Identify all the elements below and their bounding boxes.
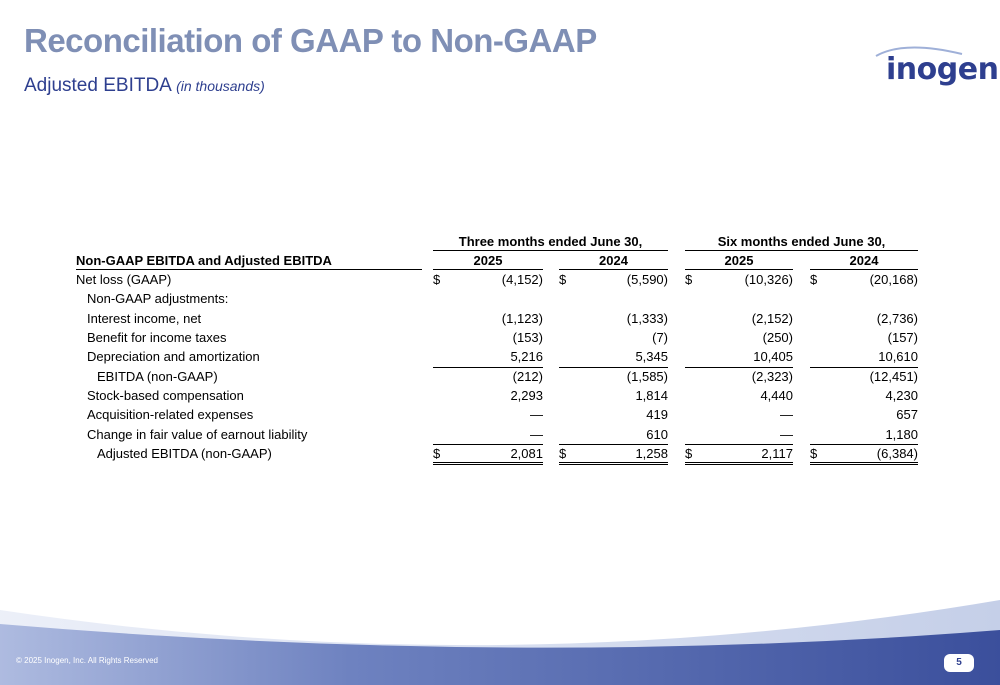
- subtotal-rule: [559, 367, 668, 368]
- subtotal-rule: [810, 367, 918, 368]
- cell-value: 5,216: [510, 349, 543, 364]
- copyright-text: © 2025 Inogen, Inc. All Rights Reserved: [16, 656, 158, 665]
- column-group-underline: [685, 250, 918, 251]
- row-label: Stock-based compensation: [87, 388, 244, 403]
- total-double-rule-bottom: [433, 464, 543, 465]
- cell-value: —: [780, 427, 793, 442]
- subtotal-rule: [433, 367, 543, 368]
- total-double-rule-top: [559, 462, 668, 463]
- total-double-rule-top: [433, 462, 543, 463]
- cell-value: 10,610: [878, 349, 918, 364]
- currency-symbol: $: [685, 446, 693, 461]
- row-label: EBITDA (non-GAAP): [97, 369, 218, 384]
- cell-value: (2,323): [751, 369, 793, 384]
- column-year-header: 2024: [849, 253, 879, 268]
- cell-value: (20,168): [869, 272, 918, 287]
- total-rule: [810, 444, 918, 445]
- cell-value: 4,440: [760, 388, 793, 403]
- section-heading: Non-GAAP EBITDA and Adjusted EBITDA: [76, 253, 332, 268]
- cell-value: —: [780, 407, 793, 422]
- row-label: Interest income, net: [87, 311, 202, 326]
- cell-value: (1,585): [626, 369, 668, 384]
- footer-wave-band: [0, 590, 1000, 685]
- subtitle-text: Adjusted EBITDA: [24, 75, 171, 96]
- column-year-header: 2025: [724, 253, 754, 268]
- cell-value: (1,333): [626, 311, 668, 326]
- cell-value: —: [530, 407, 543, 422]
- cell-value: (2,736): [876, 311, 918, 326]
- cell-value: (2,152): [751, 311, 793, 326]
- row-label: Acquisition-related expenses: [87, 407, 254, 422]
- row-label: Non-GAAP adjustments:: [87, 291, 229, 306]
- cell-value: 1,180: [885, 427, 918, 442]
- total-double-rule-bottom: [685, 464, 793, 465]
- logo-wordmark: inogen: [886, 52, 999, 87]
- cell-value: 5,345: [635, 349, 668, 364]
- cell-value: (4,152): [501, 272, 543, 287]
- currency-symbol: $: [433, 446, 441, 461]
- currency-symbol: $: [685, 272, 693, 287]
- cell-value: 2,081: [510, 446, 543, 461]
- cell-value: (12,451): [869, 369, 918, 384]
- column-year-header: 2024: [599, 253, 628, 268]
- total-rule: [433, 444, 543, 445]
- cell-value: (212): [512, 369, 543, 384]
- currency-symbol: $: [810, 446, 818, 461]
- column-year-underline: [559, 269, 668, 270]
- column-year-underline: [810, 269, 918, 270]
- cell-value: 419: [646, 407, 668, 422]
- page-number-badge: 5: [944, 654, 974, 672]
- column-group-underline: [433, 250, 668, 251]
- currency-symbol: $: [433, 272, 441, 287]
- cell-value: 2,117: [761, 446, 793, 461]
- row-label: Adjusted EBITDA (non-GAAP): [97, 446, 272, 461]
- cell-value: (5,590): [626, 272, 668, 287]
- total-double-rule-top: [810, 462, 918, 463]
- cell-value: —: [530, 427, 543, 442]
- subtitle-note: (in thousands): [176, 78, 265, 94]
- cell-value: (153): [512, 330, 543, 345]
- currency-symbol: $: [559, 272, 567, 287]
- cell-value: (250): [762, 330, 793, 345]
- cell-value: 610: [646, 427, 668, 442]
- column-year-underline: [433, 269, 543, 270]
- row-label: Depreciation and amortization: [87, 349, 260, 364]
- cell-value: (157): [887, 330, 918, 345]
- page-title: Reconciliation of GAAP to Non-GAAP: [24, 22, 597, 59]
- total-double-rule-bottom: [559, 464, 668, 465]
- subtotal-rule: [685, 367, 793, 368]
- cell-value: 1,814: [635, 388, 668, 403]
- currency-symbol: $: [559, 446, 567, 461]
- cell-value: 10,405: [753, 349, 793, 364]
- cell-value: 657: [896, 407, 918, 422]
- section-heading-underline: [76, 269, 422, 270]
- column-group-header: Six months ended June 30,: [717, 234, 886, 249]
- total-rule: [685, 444, 793, 445]
- cell-value: 2,293: [510, 388, 543, 403]
- cell-value: (7): [652, 330, 668, 345]
- row-label: Benefit for income taxes: [87, 330, 227, 345]
- column-year-underline: [685, 269, 793, 270]
- total-double-rule-top: [685, 462, 793, 463]
- cell-value: 4,230: [885, 388, 918, 403]
- cell-value: (10,326): [744, 272, 793, 287]
- row-label: Net loss (GAAP): [76, 272, 172, 287]
- cell-value: (1,123): [501, 311, 543, 326]
- total-double-rule-bottom: [810, 464, 918, 465]
- row-label: Change in fair value of earnout liability: [87, 427, 308, 442]
- column-group-header: Three months ended June 30,: [458, 234, 643, 249]
- cell-value: 1,258: [635, 446, 668, 461]
- column-year-header: 2025: [473, 253, 503, 268]
- cell-value: (6,384): [876, 446, 918, 461]
- currency-symbol: $: [810, 272, 818, 287]
- total-rule: [559, 444, 668, 445]
